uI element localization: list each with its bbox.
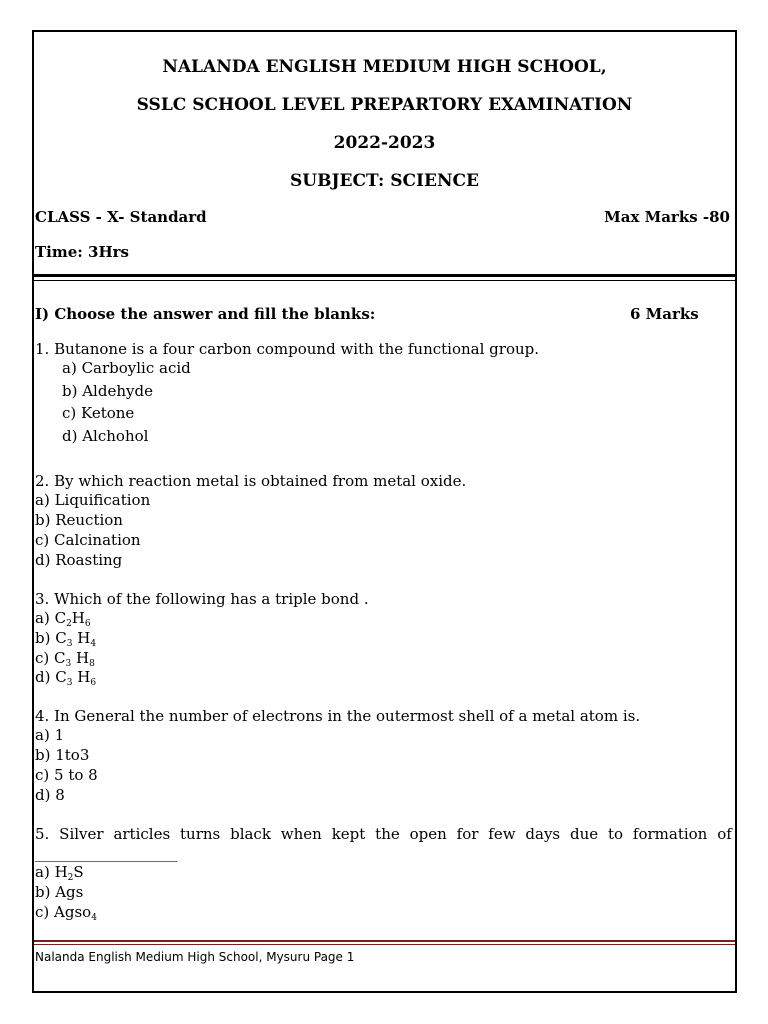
q2-option-b: b) Reuction	[35, 511, 123, 529]
header-rule-thin	[34, 280, 735, 281]
exam-title: SSLC SCHOOL LEVEL PREPARTORY EXAMINATION	[136, 95, 633, 115]
q4-option-a: a) 1	[35, 726, 65, 744]
section-title: I) Choose the answer and fill the blanks:	[35, 305, 376, 323]
q1-stem: 1. Butanone is a four carbon compound with the functional group.	[35, 340, 540, 358]
q5-word: kept	[331, 825, 366, 843]
q5-option-c: c) Agso$_4$	[35, 903, 97, 923]
q2-option-a: a) Liquification	[35, 491, 151, 509]
q5-word: turns	[180, 825, 221, 843]
q5-word: the	[375, 825, 400, 843]
q2-option-c: c) Calcination	[35, 531, 141, 549]
q5-word: days	[525, 825, 561, 843]
school-name: NALANDA ENGLISH MEDIUM HIGH SCHOOL,	[162, 57, 607, 77]
q3-option-b: b) $C_3$ $H_4$	[35, 629, 97, 649]
q1-option-b: b) Aldehyde	[62, 382, 153, 400]
q2-stem: 2. By which reaction metal is obtained from metal oxide.	[35, 472, 467, 490]
q4-option-b: b) 1to3	[35, 746, 90, 764]
q5-blank: ___________________	[35, 844, 178, 862]
footer-text: Nalanda English Medium High School, Mysuru Page 1	[35, 950, 355, 964]
q5-word: formation	[632, 825, 708, 843]
q3-option-a: a) $C_2H_6$	[35, 609, 91, 629]
q5-word: articles	[113, 825, 171, 843]
footer-rule-thin	[34, 944, 735, 945]
section-marks: 6 Marks	[630, 305, 699, 323]
q5-word: due	[569, 825, 599, 843]
q5-word: Silver	[59, 825, 104, 843]
q4-option-c: c) 5 to 8	[35, 766, 98, 784]
q5-word: black	[230, 825, 271, 843]
q5-word: of	[717, 825, 732, 843]
academic-year: 2022-2023	[333, 133, 436, 153]
q2-option-d: d) Roasting	[35, 551, 123, 569]
q5-option-b: b) Ags	[35, 883, 84, 901]
q5-word: 5.	[35, 825, 50, 843]
header-rule-thick	[34, 274, 735, 277]
q4-stem: 4. In General the number of electrons in the outermost shell of a metal atom is.	[35, 707, 641, 725]
q5-word: to	[607, 825, 624, 843]
q1-option-c: c) Ketone	[62, 404, 135, 422]
q1-option-d: d) Alchohol	[62, 427, 149, 445]
q5-word: for	[456, 825, 479, 843]
q5-word: few	[488, 825, 516, 843]
q1-option-a: a) Carboylic acid	[62, 359, 191, 377]
q5-stem	[35, 824, 732, 844]
q5-option-a: a) $H_2S$	[35, 863, 84, 883]
q3-option-d: d) $C_3$ $H_6$	[35, 668, 97, 688]
q4-option-d: d) 8	[35, 786, 65, 804]
subject-title: SUBJECT: SCIENCE	[290, 171, 479, 191]
footer-rule-thick	[34, 940, 735, 942]
q5-word: when	[280, 825, 322, 843]
q5-word: open	[409, 825, 447, 843]
class-label: CLASS - X- Standard	[35, 208, 207, 226]
q3-option-c: c) $C_3$ $H_8$	[35, 649, 95, 669]
q3-stem: 3. Which of the following has a triple bond .	[35, 590, 369, 608]
time-label: Time: 3Hrs	[35, 243, 129, 261]
max-marks: Max Marks -80	[604, 208, 730, 226]
